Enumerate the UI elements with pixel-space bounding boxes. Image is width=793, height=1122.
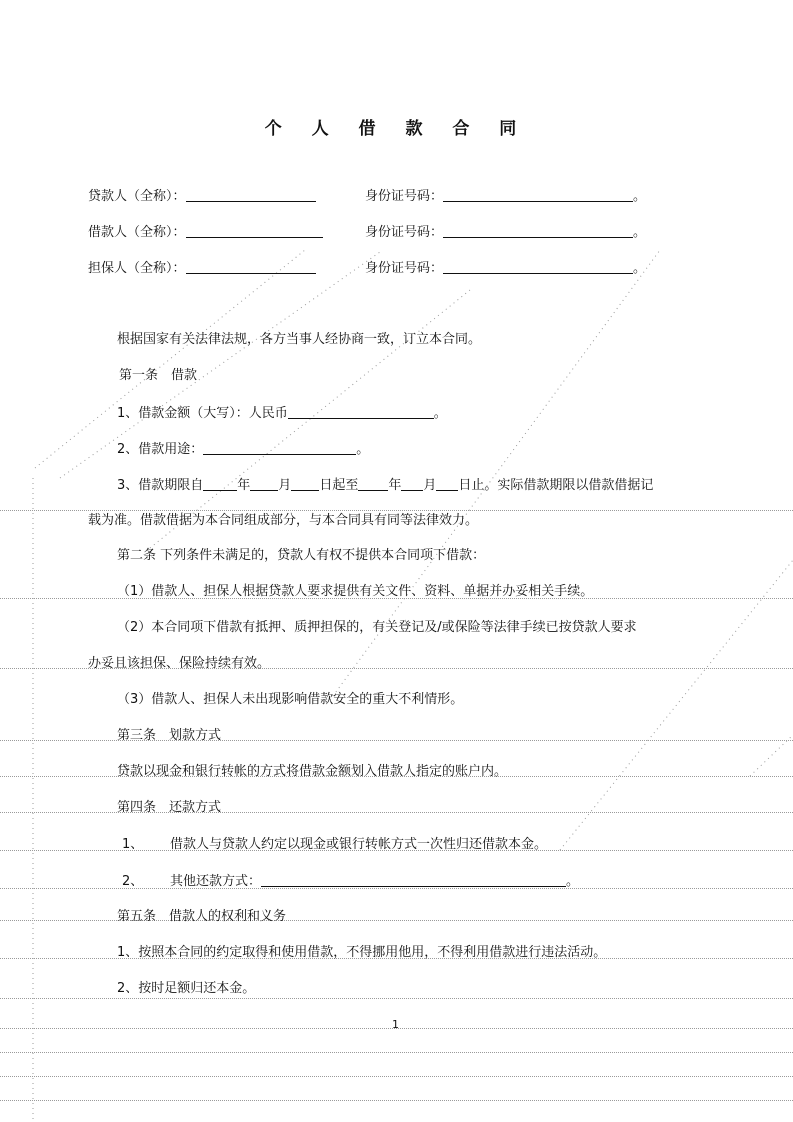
other-repayment-field[interactable] bbox=[261, 872, 566, 887]
party-lender-id bbox=[365, 187, 646, 206]
article3-heading: 第三条 划款方式 bbox=[117, 728, 222, 743]
line-end: 。 bbox=[633, 225, 647, 240]
guarantor-id-field[interactable] bbox=[443, 259, 633, 274]
dotted-rule bbox=[0, 510, 793, 511]
article1-heading: 第一条 借款 bbox=[119, 368, 198, 383]
end-day-field[interactable] bbox=[436, 476, 458, 491]
item-number: 1、 bbox=[122, 837, 144, 852]
end-month-field[interactable] bbox=[401, 476, 423, 491]
line-end: 。 bbox=[633, 261, 647, 276]
lender-id-field[interactable] bbox=[443, 187, 633, 202]
loan-purpose-field[interactable] bbox=[203, 440, 356, 455]
start-year-field[interactable] bbox=[203, 476, 237, 491]
loan-amount-label: 1、借款金额（大写）：人民币 bbox=[117, 406, 288, 421]
line-end: 。 bbox=[433, 406, 447, 421]
repayment-2-label: 其他还款方式： bbox=[170, 874, 262, 889]
loan-term-continuation: 载为准。借款借据为本合同组成部分，与本合同具有同等法律效力。 bbox=[88, 513, 479, 528]
day-label: 日起至 bbox=[319, 478, 359, 493]
year-label: 年 bbox=[237, 478, 251, 493]
loan-purpose-label: 2、借款用途： bbox=[117, 442, 204, 457]
start-day-field[interactable] bbox=[291, 476, 319, 491]
intro-paragraph: 根据国家有关法律法规，各方当事人经协商一致，订立本合同。 bbox=[117, 332, 482, 347]
party-label: 贷款人（全称）： bbox=[88, 189, 186, 204]
article2-heading: 第二条 下列条件未满足的，贷款人有权不提供本合同项下借款： bbox=[117, 548, 486, 563]
article4-heading: 第四条 还款方式 bbox=[117, 800, 222, 815]
party-guarantor-id bbox=[365, 259, 646, 278]
dotted-rule bbox=[0, 1052, 793, 1053]
loan-term-label: 3、借款期限自 bbox=[117, 478, 204, 493]
party-lender bbox=[88, 187, 316, 206]
lender-name-field[interactable] bbox=[186, 187, 316, 202]
loan-amount-line bbox=[117, 404, 447, 423]
loan-amount-field[interactable] bbox=[288, 404, 434, 419]
line-end: 。 bbox=[356, 442, 370, 457]
obligation-2: 2、按时足额归还本金。 bbox=[117, 981, 256, 996]
party-borrower bbox=[88, 223, 323, 242]
condition-2: （2）本合同项下借款有抵押、质押担保的，有关登记及/或保险等法律手续已按贷款人要求 bbox=[117, 620, 637, 635]
party-label: 借款人（全称）： bbox=[88, 225, 186, 240]
party-borrower-id bbox=[365, 223, 646, 242]
id-label: 身份证号码： bbox=[365, 225, 444, 240]
article5-heading: 第五条 借款人的权利和义务 bbox=[117, 909, 287, 924]
dotted-rule bbox=[0, 1100, 793, 1101]
obligation-1: 1、按照本合同的约定取得和使用借款，不得挪用他用，不得利用借款进行违法活动。 bbox=[117, 945, 607, 960]
loan-term-line bbox=[117, 476, 653, 495]
loan-purpose-line bbox=[117, 440, 369, 459]
year-label: 年 bbox=[388, 478, 402, 493]
start-month-field[interactable] bbox=[250, 476, 278, 491]
day-label: 日止。实际借款期限以借款借据记 bbox=[458, 478, 654, 493]
id-label: 身份证号码： bbox=[365, 261, 444, 276]
repayment-2 bbox=[122, 872, 579, 891]
party-label: 担保人（全称）： bbox=[88, 261, 186, 276]
id-label: 身份证号码： bbox=[365, 189, 444, 204]
month-label: 月 bbox=[278, 478, 292, 493]
dotted-rule bbox=[0, 1076, 793, 1077]
article3-text: 贷款以现金和银行转帐的方式将借款金额划入借款人指定的账户内。 bbox=[117, 764, 508, 779]
condition-3: （3）借款人、担保人未出现影响借款安全的重大不利情形。 bbox=[117, 692, 464, 707]
line-end: 。 bbox=[633, 189, 647, 204]
guarantor-name-field[interactable] bbox=[186, 259, 316, 274]
borrower-id-field[interactable] bbox=[443, 223, 633, 238]
condition-1: （1）借款人、担保人根据贷款人要求提供有关文件、资料、单据并办妥相关手续。 bbox=[117, 584, 594, 599]
repayment-1 bbox=[122, 836, 547, 854]
page-number: 1 bbox=[392, 1018, 399, 1031]
month-label: 月 bbox=[423, 478, 437, 493]
condition-2-continuation: 办妥且该担保、保险持续有效。 bbox=[88, 656, 271, 671]
repayment-1-text: 借款人与贷款人约定以现金或银行转帐方式一次性归还借款本金。 bbox=[170, 837, 548, 852]
end-year-field[interactable] bbox=[358, 476, 388, 491]
dotted-rule bbox=[0, 998, 793, 999]
party-guarantor bbox=[88, 259, 316, 278]
line-end: 。 bbox=[566, 874, 580, 889]
borrower-name-field[interactable] bbox=[186, 223, 323, 238]
contract-title: 个 人 借 款 合 同 bbox=[264, 119, 529, 139]
item-number: 2、 bbox=[122, 874, 144, 889]
